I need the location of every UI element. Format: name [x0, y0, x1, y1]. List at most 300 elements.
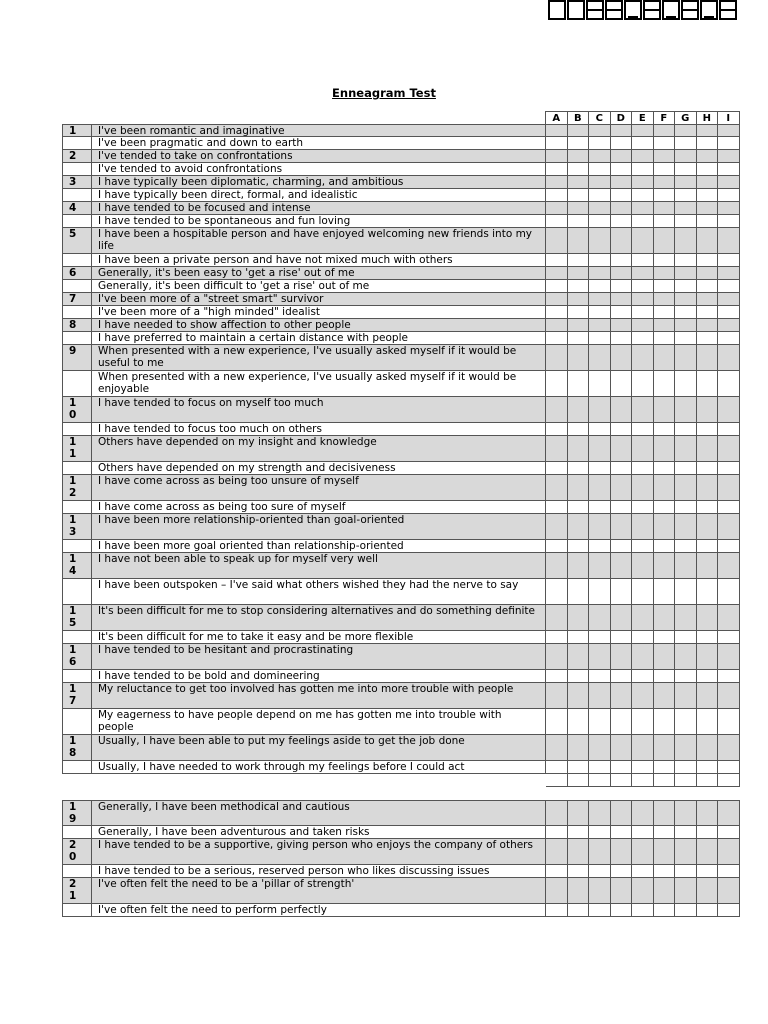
answer-cell-d[interactable]: [611, 514, 633, 540]
answer-cell-h[interactable]: [697, 462, 719, 475]
answer-cell-c[interactable]: [589, 826, 611, 839]
answer-cell-h[interactable]: [697, 124, 719, 137]
answer-cell-a[interactable]: [546, 176, 568, 189]
answer-cell-e[interactable]: [632, 189, 654, 202]
answer-cell-i[interactable]: [718, 904, 740, 917]
answer-cell-h[interactable]: [697, 436, 719, 462]
answer-cell-i[interactable]: [718, 202, 740, 215]
answer-cell-a[interactable]: [546, 605, 568, 631]
answer-cell-f[interactable]: [654, 228, 676, 254]
answer-cell-c[interactable]: [589, 280, 611, 293]
answer-cell-h[interactable]: [697, 670, 719, 683]
answer-cell-i[interactable]: [718, 735, 740, 761]
answer-cell-b[interactable]: [568, 280, 590, 293]
answer-cell-h[interactable]: [697, 644, 719, 670]
answer-cell-f[interactable]: [654, 267, 676, 280]
answer-cell-h[interactable]: [697, 371, 719, 397]
answer-cell-f[interactable]: [654, 605, 676, 631]
answer-cell-c[interactable]: [589, 865, 611, 878]
answer-cell-f[interactable]: [654, 735, 676, 761]
answer-cell-g[interactable]: [675, 124, 697, 137]
answer-cell-a[interactable]: [546, 189, 568, 202]
answer-cell-a[interactable]: [546, 124, 568, 137]
answer-cell-f[interactable]: [654, 163, 676, 176]
answer-cell-f[interactable]: [654, 878, 676, 904]
answer-cell-e[interactable]: [632, 501, 654, 514]
answer-cell-f[interactable]: [654, 670, 676, 683]
answer-cell-i[interactable]: [718, 280, 740, 293]
answer-cell-c[interactable]: [589, 293, 611, 306]
answer-cell-c[interactable]: [589, 514, 611, 540]
answer-cell-f[interactable]: [654, 254, 676, 267]
answer-cell-h[interactable]: [697, 189, 719, 202]
answer-cell-h[interactable]: [697, 579, 719, 605]
answer-cell-i[interactable]: [718, 774, 740, 787]
answer-cell-d[interactable]: [611, 644, 633, 670]
answer-cell-g[interactable]: [675, 904, 697, 917]
answer-cell-c[interactable]: [589, 371, 611, 397]
answer-cell-d[interactable]: [611, 774, 633, 787]
answer-cell-g[interactable]: [675, 202, 697, 215]
answer-cell-a[interactable]: [546, 735, 568, 761]
answer-cell-a[interactable]: [546, 371, 568, 397]
answer-cell-b[interactable]: [568, 345, 590, 371]
answer-cell-a[interactable]: [546, 436, 568, 462]
answer-cell-f[interactable]: [654, 475, 676, 501]
answer-cell-i[interactable]: [718, 319, 740, 332]
answer-cell-b[interactable]: [568, 228, 590, 254]
answer-cell-i[interactable]: [718, 345, 740, 371]
answer-cell-e[interactable]: [632, 124, 654, 137]
answer-cell-c[interactable]: [589, 540, 611, 553]
answer-cell-a[interactable]: [546, 800, 568, 826]
answer-cell-a[interactable]: [546, 215, 568, 228]
answer-cell-i[interactable]: [718, 423, 740, 436]
answer-cell-h[interactable]: [697, 423, 719, 436]
answer-cell-b[interactable]: [568, 319, 590, 332]
answer-cell-f[interactable]: [654, 761, 676, 774]
answer-cell-c[interactable]: [589, 137, 611, 150]
answer-cell-i[interactable]: [718, 267, 740, 280]
answer-cell-d[interactable]: [611, 826, 633, 839]
answer-cell-b[interactable]: [568, 631, 590, 644]
answer-cell-b[interactable]: [568, 176, 590, 189]
answer-cell-b[interactable]: [568, 826, 590, 839]
answer-cell-a[interactable]: [546, 774, 568, 787]
answer-cell-f[interactable]: [654, 683, 676, 709]
answer-cell-d[interactable]: [611, 501, 633, 514]
answer-cell-e[interactable]: [632, 709, 654, 735]
answer-cell-i[interactable]: [718, 124, 740, 137]
answer-cell-e[interactable]: [632, 761, 654, 774]
answer-cell-i[interactable]: [718, 228, 740, 254]
answer-cell-a[interactable]: [546, 267, 568, 280]
answer-cell-e[interactable]: [632, 553, 654, 579]
answer-cell-h[interactable]: [697, 553, 719, 579]
answer-cell-d[interactable]: [611, 163, 633, 176]
answer-cell-d[interactable]: [611, 579, 633, 605]
answer-cell-a[interactable]: [546, 228, 568, 254]
answer-cell-i[interactable]: [718, 254, 740, 267]
answer-cell-a[interactable]: [546, 839, 568, 865]
answer-cell-c[interactable]: [589, 228, 611, 254]
answer-cell-a[interactable]: [546, 293, 568, 306]
answer-cell-e[interactable]: [632, 683, 654, 709]
answer-cell-e[interactable]: [632, 176, 654, 189]
answer-cell-a[interactable]: [546, 462, 568, 475]
answer-cell-i[interactable]: [718, 540, 740, 553]
answer-cell-h[interactable]: [697, 826, 719, 839]
answer-cell-e[interactable]: [632, 137, 654, 150]
answer-cell-g[interactable]: [675, 540, 697, 553]
answer-cell-g[interactable]: [675, 878, 697, 904]
answer-cell-a[interactable]: [546, 579, 568, 605]
answer-cell-h[interactable]: [697, 839, 719, 865]
answer-cell-d[interactable]: [611, 332, 633, 345]
answer-cell-g[interactable]: [675, 631, 697, 644]
answer-cell-c[interactable]: [589, 475, 611, 501]
answer-cell-g[interactable]: [675, 371, 697, 397]
answer-cell-b[interactable]: [568, 735, 590, 761]
answer-cell-d[interactable]: [611, 683, 633, 709]
answer-cell-a[interactable]: [546, 423, 568, 436]
answer-cell-f[interactable]: [654, 436, 676, 462]
answer-cell-d[interactable]: [611, 345, 633, 371]
answer-cell-e[interactable]: [632, 163, 654, 176]
answer-cell-c[interactable]: [589, 124, 611, 137]
answer-cell-b[interactable]: [568, 670, 590, 683]
answer-cell-e[interactable]: [632, 371, 654, 397]
answer-cell-c[interactable]: [589, 254, 611, 267]
answer-cell-b[interactable]: [568, 904, 590, 917]
answer-cell-d[interactable]: [611, 865, 633, 878]
answer-cell-g[interactable]: [675, 254, 697, 267]
answer-cell-f[interactable]: [654, 332, 676, 345]
answer-cell-i[interactable]: [718, 462, 740, 475]
answer-cell-e[interactable]: [632, 878, 654, 904]
answer-cell-e[interactable]: [632, 254, 654, 267]
answer-cell-h[interactable]: [697, 735, 719, 761]
answer-cell-d[interactable]: [611, 150, 633, 163]
answer-cell-e[interactable]: [632, 423, 654, 436]
answer-cell-f[interactable]: [654, 501, 676, 514]
answer-cell-i[interactable]: [718, 475, 740, 501]
answer-cell-e[interactable]: [632, 904, 654, 917]
answer-cell-a[interactable]: [546, 397, 568, 423]
answer-cell-i[interactable]: [718, 150, 740, 163]
answer-cell-d[interactable]: [611, 371, 633, 397]
answer-cell-d[interactable]: [611, 202, 633, 215]
answer-cell-f[interactable]: [654, 280, 676, 293]
answer-cell-h[interactable]: [697, 904, 719, 917]
answer-cell-b[interactable]: [568, 371, 590, 397]
answer-cell-d[interactable]: [611, 709, 633, 735]
answer-cell-h[interactable]: [697, 163, 719, 176]
answer-cell-b[interactable]: [568, 150, 590, 163]
answer-cell-d[interactable]: [611, 124, 633, 137]
answer-cell-c[interactable]: [589, 644, 611, 670]
answer-cell-i[interactable]: [718, 865, 740, 878]
answer-cell-d[interactable]: [611, 397, 633, 423]
answer-cell-a[interactable]: [546, 332, 568, 345]
answer-cell-a[interactable]: [546, 631, 568, 644]
answer-cell-g[interactable]: [675, 306, 697, 319]
answer-cell-a[interactable]: [546, 202, 568, 215]
answer-cell-g[interactable]: [675, 137, 697, 150]
answer-cell-g[interactable]: [675, 683, 697, 709]
answer-cell-f[interactable]: [654, 800, 676, 826]
answer-cell-a[interactable]: [546, 553, 568, 579]
answer-cell-e[interactable]: [632, 735, 654, 761]
answer-cell-d[interactable]: [611, 605, 633, 631]
answer-cell-c[interactable]: [589, 579, 611, 605]
answer-cell-h[interactable]: [697, 774, 719, 787]
answer-cell-e[interactable]: [632, 579, 654, 605]
answer-cell-i[interactable]: [718, 761, 740, 774]
answer-cell-e[interactable]: [632, 475, 654, 501]
answer-cell-a[interactable]: [546, 137, 568, 150]
answer-cell-g[interactable]: [675, 423, 697, 436]
answer-cell-i[interactable]: [718, 709, 740, 735]
answer-cell-c[interactable]: [589, 202, 611, 215]
answer-cell-c[interactable]: [589, 150, 611, 163]
answer-cell-d[interactable]: [611, 267, 633, 280]
answer-cell-h[interactable]: [697, 761, 719, 774]
answer-cell-h[interactable]: [697, 150, 719, 163]
answer-cell-e[interactable]: [632, 345, 654, 371]
answer-cell-g[interactable]: [675, 189, 697, 202]
answer-cell-d[interactable]: [611, 540, 633, 553]
answer-cell-d[interactable]: [611, 839, 633, 865]
answer-cell-h[interactable]: [697, 306, 719, 319]
answer-cell-d[interactable]: [611, 423, 633, 436]
answer-cell-c[interactable]: [589, 462, 611, 475]
answer-cell-d[interactable]: [611, 436, 633, 462]
answer-cell-g[interactable]: [675, 800, 697, 826]
answer-cell-e[interactable]: [632, 332, 654, 345]
answer-cell-a[interactable]: [546, 280, 568, 293]
answer-cell-h[interactable]: [697, 514, 719, 540]
answer-cell-d[interactable]: [611, 878, 633, 904]
answer-cell-g[interactable]: [675, 345, 697, 371]
answer-cell-b[interactable]: [568, 683, 590, 709]
answer-cell-c[interactable]: [589, 332, 611, 345]
answer-cell-f[interactable]: [654, 839, 676, 865]
answer-cell-g[interactable]: [675, 293, 697, 306]
answer-cell-f[interactable]: [654, 774, 676, 787]
answer-cell-b[interactable]: [568, 332, 590, 345]
answer-cell-c[interactable]: [589, 163, 611, 176]
answer-cell-e[interactable]: [632, 826, 654, 839]
answer-cell-b[interactable]: [568, 761, 590, 774]
answer-cell-b[interactable]: [568, 137, 590, 150]
answer-cell-g[interactable]: [675, 176, 697, 189]
answer-cell-e[interactable]: [632, 605, 654, 631]
answer-cell-i[interactable]: [718, 878, 740, 904]
answer-cell-g[interactable]: [675, 397, 697, 423]
answer-cell-c[interactable]: [589, 397, 611, 423]
answer-cell-f[interactable]: [654, 553, 676, 579]
answer-cell-b[interactable]: [568, 306, 590, 319]
answer-cell-f[interactable]: [654, 826, 676, 839]
answer-cell-a[interactable]: [546, 826, 568, 839]
answer-cell-h[interactable]: [697, 878, 719, 904]
answer-cell-i[interactable]: [718, 553, 740, 579]
answer-cell-f[interactable]: [654, 176, 676, 189]
answer-cell-e[interactable]: [632, 462, 654, 475]
answer-cell-i[interactable]: [718, 826, 740, 839]
answer-cell-g[interactable]: [675, 267, 697, 280]
answer-cell-f[interactable]: [654, 865, 676, 878]
answer-cell-e[interactable]: [632, 436, 654, 462]
answer-cell-i[interactable]: [718, 501, 740, 514]
answer-cell-a[interactable]: [546, 150, 568, 163]
answer-cell-b[interactable]: [568, 267, 590, 280]
answer-cell-f[interactable]: [654, 189, 676, 202]
answer-cell-b[interactable]: [568, 800, 590, 826]
answer-cell-b[interactable]: [568, 423, 590, 436]
answer-cell-c[interactable]: [589, 553, 611, 579]
answer-cell-c[interactable]: [589, 709, 611, 735]
answer-cell-c[interactable]: [589, 774, 611, 787]
answer-cell-f[interactable]: [654, 579, 676, 605]
answer-cell-h[interactable]: [697, 293, 719, 306]
answer-cell-a[interactable]: [546, 254, 568, 267]
answer-cell-i[interactable]: [718, 371, 740, 397]
answer-cell-g[interactable]: [675, 644, 697, 670]
answer-cell-c[interactable]: [589, 306, 611, 319]
answer-cell-h[interactable]: [697, 709, 719, 735]
answer-cell-a[interactable]: [546, 709, 568, 735]
answer-cell-h[interactable]: [697, 319, 719, 332]
answer-cell-f[interactable]: [654, 540, 676, 553]
answer-cell-e[interactable]: [632, 839, 654, 865]
answer-cell-g[interactable]: [675, 462, 697, 475]
answer-cell-e[interactable]: [632, 228, 654, 254]
answer-cell-d[interactable]: [611, 735, 633, 761]
answer-cell-b[interactable]: [568, 215, 590, 228]
answer-cell-d[interactable]: [611, 800, 633, 826]
answer-cell-a[interactable]: [546, 540, 568, 553]
answer-cell-c[interactable]: [589, 800, 611, 826]
answer-cell-d[interactable]: [611, 254, 633, 267]
answer-cell-i[interactable]: [718, 670, 740, 683]
answer-cell-h[interactable]: [697, 254, 719, 267]
answer-cell-f[interactable]: [654, 631, 676, 644]
answer-cell-h[interactable]: [697, 631, 719, 644]
answer-cell-d[interactable]: [611, 475, 633, 501]
answer-cell-a[interactable]: [546, 514, 568, 540]
answer-cell-e[interactable]: [632, 631, 654, 644]
answer-cell-e[interactable]: [632, 670, 654, 683]
answer-cell-a[interactable]: [546, 319, 568, 332]
answer-cell-g[interactable]: [675, 553, 697, 579]
answer-cell-g[interactable]: [675, 865, 697, 878]
answer-cell-h[interactable]: [697, 397, 719, 423]
answer-cell-g[interactable]: [675, 670, 697, 683]
answer-cell-e[interactable]: [632, 319, 654, 332]
answer-cell-h[interactable]: [697, 215, 719, 228]
answer-cell-d[interactable]: [611, 553, 633, 579]
answer-cell-b[interactable]: [568, 254, 590, 267]
answer-cell-c[interactable]: [589, 189, 611, 202]
answer-cell-h[interactable]: [697, 202, 719, 215]
answer-cell-c[interactable]: [589, 176, 611, 189]
answer-cell-g[interactable]: [675, 228, 697, 254]
answer-cell-a[interactable]: [546, 475, 568, 501]
answer-cell-h[interactable]: [697, 800, 719, 826]
answer-cell-c[interactable]: [589, 631, 611, 644]
answer-cell-c[interactable]: [589, 878, 611, 904]
answer-cell-c[interactable]: [589, 436, 611, 462]
answer-cell-d[interactable]: [611, 761, 633, 774]
answer-cell-g[interactable]: [675, 501, 697, 514]
answer-cell-f[interactable]: [654, 150, 676, 163]
answer-cell-e[interactable]: [632, 540, 654, 553]
answer-cell-e[interactable]: [632, 280, 654, 293]
answer-cell-c[interactable]: [589, 605, 611, 631]
answer-cell-h[interactable]: [697, 267, 719, 280]
answer-cell-f[interactable]: [654, 202, 676, 215]
answer-cell-c[interactable]: [589, 683, 611, 709]
answer-cell-c[interactable]: [589, 761, 611, 774]
answer-cell-a[interactable]: [546, 683, 568, 709]
answer-cell-b[interactable]: [568, 501, 590, 514]
answer-cell-d[interactable]: [611, 280, 633, 293]
answer-cell-d[interactable]: [611, 319, 633, 332]
answer-cell-b[interactable]: [568, 644, 590, 670]
answer-cell-g[interactable]: [675, 839, 697, 865]
answer-cell-c[interactable]: [589, 501, 611, 514]
answer-cell-f[interactable]: [654, 644, 676, 670]
answer-cell-f[interactable]: [654, 514, 676, 540]
answer-cell-a[interactable]: [546, 761, 568, 774]
answer-cell-g[interactable]: [675, 332, 697, 345]
answer-cell-g[interactable]: [675, 605, 697, 631]
answer-cell-g[interactable]: [675, 150, 697, 163]
answer-cell-i[interactable]: [718, 397, 740, 423]
answer-cell-b[interactable]: [568, 605, 590, 631]
answer-cell-f[interactable]: [654, 709, 676, 735]
answer-cell-d[interactable]: [611, 306, 633, 319]
answer-cell-c[interactable]: [589, 345, 611, 371]
answer-cell-i[interactable]: [718, 644, 740, 670]
answer-cell-h[interactable]: [697, 605, 719, 631]
answer-cell-f[interactable]: [654, 215, 676, 228]
answer-cell-i[interactable]: [718, 306, 740, 319]
answer-cell-b[interactable]: [568, 839, 590, 865]
answer-cell-h[interactable]: [697, 540, 719, 553]
answer-cell-b[interactable]: [568, 865, 590, 878]
answer-cell-i[interactable]: [718, 293, 740, 306]
answer-cell-i[interactable]: [718, 436, 740, 462]
answer-cell-d[interactable]: [611, 631, 633, 644]
answer-cell-i[interactable]: [718, 332, 740, 345]
answer-cell-g[interactable]: [675, 826, 697, 839]
answer-cell-g[interactable]: [675, 579, 697, 605]
answer-cell-e[interactable]: [632, 800, 654, 826]
answer-cell-g[interactable]: [675, 774, 697, 787]
answer-cell-i[interactable]: [718, 631, 740, 644]
answer-cell-d[interactable]: [611, 293, 633, 306]
answer-cell-g[interactable]: [675, 735, 697, 761]
answer-cell-a[interactable]: [546, 306, 568, 319]
answer-cell-b[interactable]: [568, 189, 590, 202]
answer-cell-b[interactable]: [568, 202, 590, 215]
answer-cell-f[interactable]: [654, 345, 676, 371]
answer-cell-c[interactable]: [589, 319, 611, 332]
answer-cell-i[interactable]: [718, 189, 740, 202]
